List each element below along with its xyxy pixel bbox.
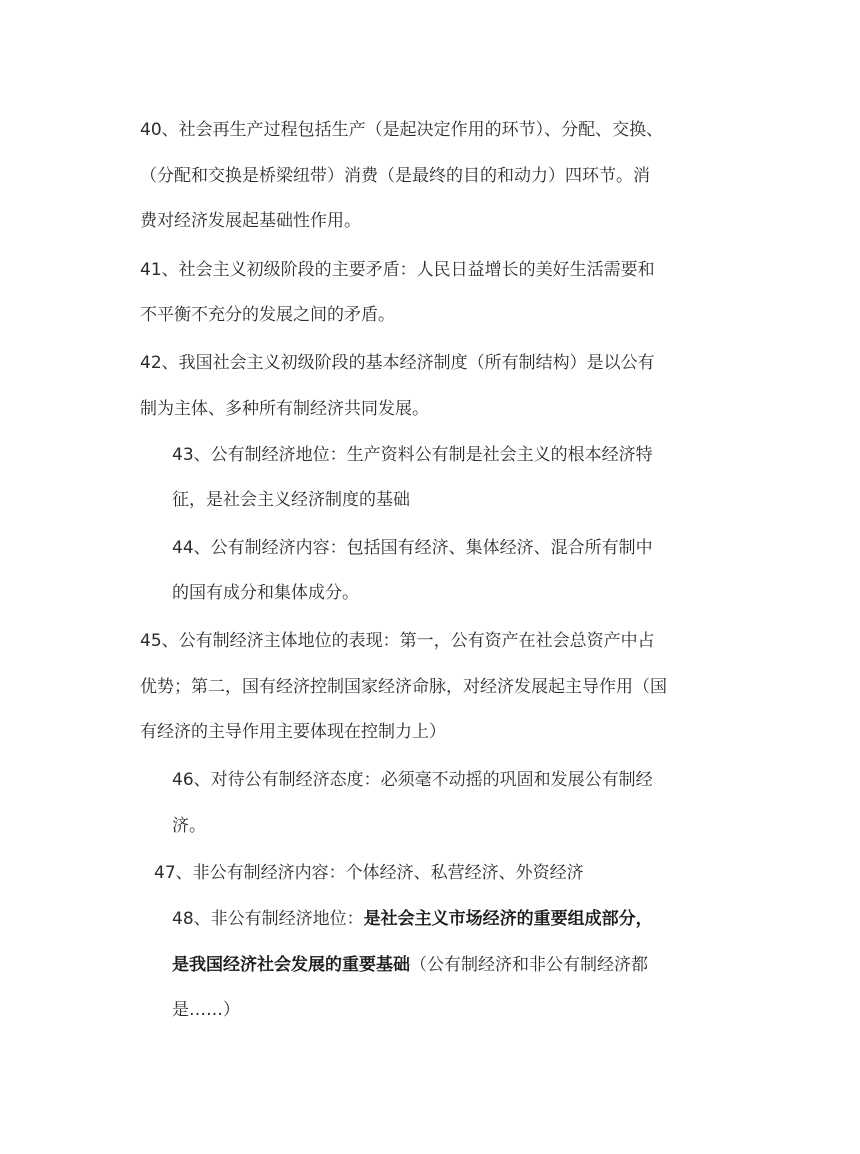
paragraph-44-line-2: 的国有成分和集体成分。 [172, 583, 359, 603]
paragraph-40-line-3: 费对经济发展起基础性作用。 [140, 211, 361, 231]
paragraph-48-line-1 [172, 907, 653, 931]
paragraph-48-line-3: 是……） [172, 1000, 240, 1020]
paragraph-40-line-2: （分配和交换是桥梁纽带）消费（是最终的目的和动力）四环节。消 [140, 166, 650, 186]
paragraph-46-line-1: 46、对待公有制经济态度：必须毫不动摇的巩固和发展公有制经 [172, 770, 653, 790]
paragraph-41-line-2: 不平衡不充分的发展之间的矛盾。 [140, 305, 395, 325]
paragraph-43-line-2: 征，是社会主义经济制度的基础 [172, 490, 410, 510]
paragraph-40-line-1: 40、社会再生产过程包括生产（是起决定作用的环节）、分配、交换、 [140, 120, 664, 140]
paragraph-48-bold-text-2: 是我国经济社会发展的重要基础 [172, 955, 410, 975]
paragraph-43-line-1: 43、公有制经济地位：生产资料公有制是社会主义的根本经济特 [172, 445, 653, 465]
paragraph-42-line-1: 42、我国社会主义初级阶段的基本经济制度（所有制结构）是以公有 [140, 353, 655, 373]
paragraph-46-line-2: 济。 [172, 816, 206, 836]
paragraph-48-note: （公有制经济和非公有制经济都 [410, 955, 648, 975]
paragraph-48-bold-text-1: 是社会主义市场经济的重要组成部分， [363, 909, 653, 929]
paragraph-42-line-2: 制为主体、多种所有制经济共同发展。 [140, 399, 429, 419]
paragraph-45-line-3: 有经济的主导作用主要体现在控制力上） [140, 722, 446, 742]
paragraph-48-label: 48、非公有制经济地位： [172, 909, 364, 929]
paragraph-45-line-2: 优势；第二，国有经济控制国家经济命脉，对经济发展起主导作用（国 [140, 677, 667, 697]
paragraph-48-line-2 [172, 953, 648, 977]
paragraph-44-line-1: 44、公有制经济内容：包括国有经济、集体经济、混合所有制中 [172, 538, 653, 558]
paragraph-45-line-1: 45、公有制经济主体地位的表现：第一，公有资产在社会总资产中占 [140, 631, 655, 651]
paragraph-41-line-1: 41、社会主义初级阶段的主要矛盾：人民日益增长的美好生活需要和 [140, 260, 655, 280]
paragraph-47-line-1: 47、非公有制经济内容：个体经济、私营经济、外资经济 [154, 863, 584, 883]
